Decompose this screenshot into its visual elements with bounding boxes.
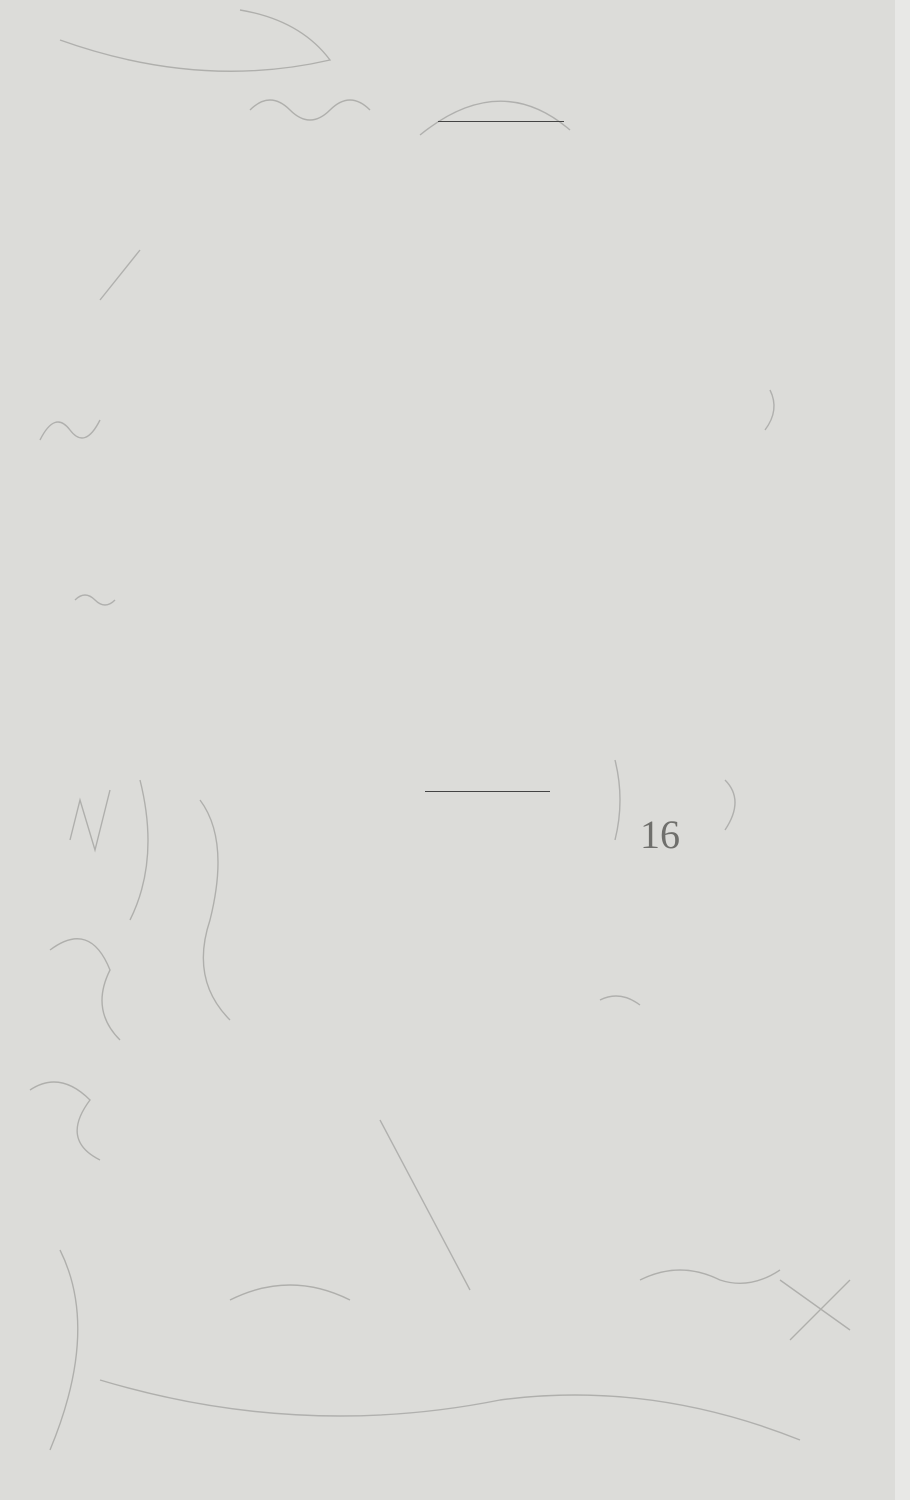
page-number <box>438 115 564 122</box>
page-edge <box>895 0 910 1500</box>
handwritten-lesson-number: 16 <box>640 812 680 857</box>
section-divider <box>425 791 550 792</box>
